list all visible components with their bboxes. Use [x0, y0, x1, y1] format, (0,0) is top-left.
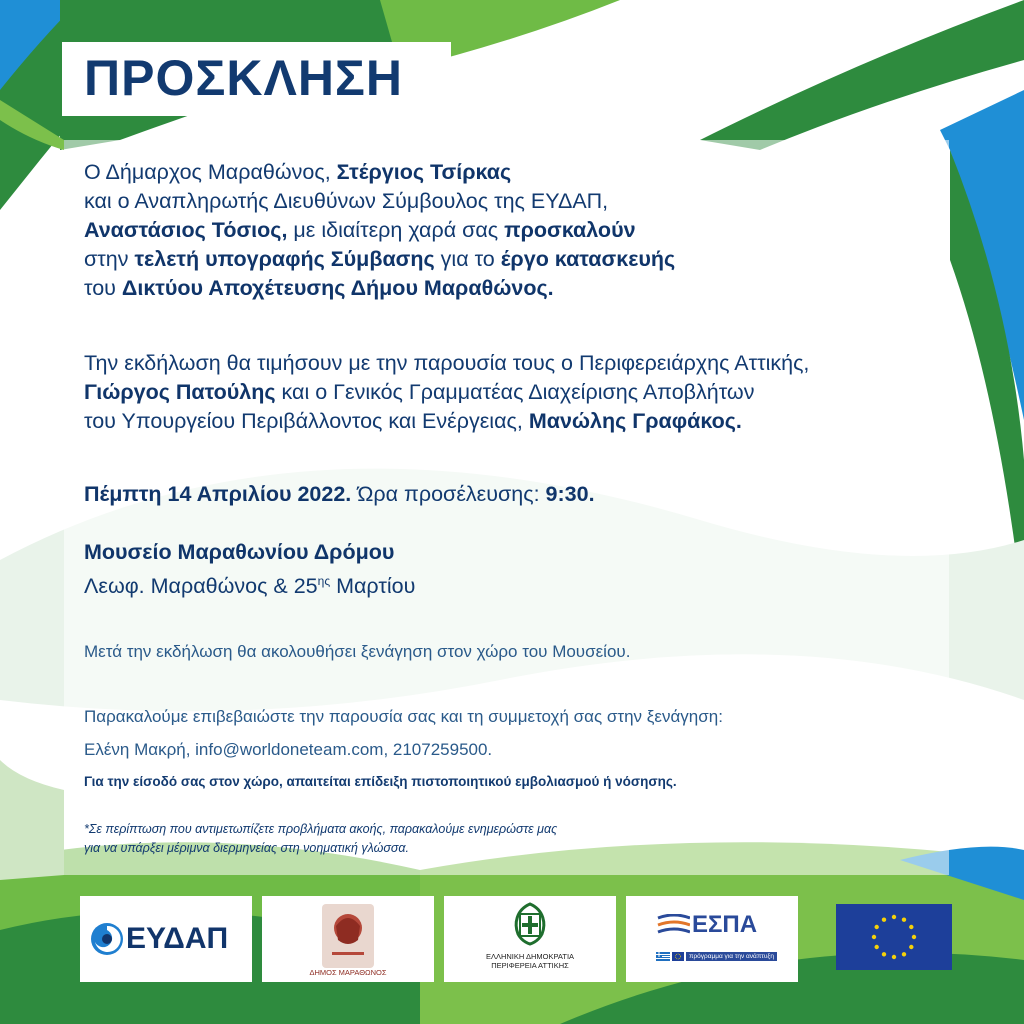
rsvp-contact[interactable]: Ελένη Μακρή, info@worldoneteam.com, 2107259500.	[84, 740, 493, 759]
venue-address: Λεωφ. Μαραθώνος & 25	[84, 574, 318, 599]
eu-flag-logo	[808, 896, 980, 982]
perifereia-attikis-logo	[444, 896, 616, 982]
espa-wordmark: ΕΣΠΑ	[692, 911, 758, 938]
mayor-name: Στέργιος Τσίρκας	[336, 160, 512, 184]
greece-caption-1: ΕΛΛΗΝΙΚΗ ΔΗΜΟΚΡΑΤΙΑ	[485, 952, 575, 961]
event-time: 9:30.	[545, 482, 595, 506]
espa-stripes-icon	[656, 914, 690, 940]
espa-tagline: πρόγραμμα για την ανάπτυξη	[686, 952, 777, 961]
hearing-note	[84, 820, 557, 858]
dimos-caption: ΔΗΜΟΣ ΜΑΡΑΘΩΝΟΣ	[309, 968, 387, 977]
project-name: Δικτύου Αποχέτευσης Δήμου Μαραθώνος.	[121, 276, 554, 300]
eydap-wordmark: ΕΥΔΑΠ	[126, 922, 229, 955]
date-line	[84, 480, 595, 509]
text-span: για να υπάρξει μέριμνα διερμηνείας στη νοηματική γλώσσα.	[84, 841, 410, 855]
eu-flag-small-icon	[672, 952, 684, 961]
governor-name: Γιώργος Πατούλης	[84, 380, 276, 404]
text-span: στην	[84, 247, 135, 271]
text-span: και ο Αναπληρωτής Διευθύνων Σύμβουλος της ΕΥΔΑΠ,	[84, 189, 609, 213]
ceremony-name: τελετή υπογραφής Σύμβασης	[134, 247, 435, 271]
text-span: *Σε περίπτωση που αντιμετωπίζετε προβλήματα ακοής, παρακαλούμε ενημερώστε μας	[84, 822, 558, 836]
text-span: και ο Γενικός Γραμματέας Διαχείρισης Αποβλήτων	[275, 380, 755, 404]
ordinal-suffix: ης	[317, 574, 331, 588]
invite-verb: προσκαλούν	[504, 218, 636, 242]
greek-flag-icon	[656, 952, 670, 961]
intro-paragraph	[84, 158, 675, 303]
text-span: Την εκδήλωση θα τιμήσουν με την παρουσία τους ο Περιφερειάρχης Αττικής,	[84, 351, 810, 375]
text-span: με ιδιαίτερη χαρά σας	[287, 218, 505, 242]
eydap-swirl-icon	[90, 922, 124, 956]
text-span: του	[84, 276, 122, 300]
vaccination-note: Για την είσοδό σας στον χώρο, απαιτείται επίδειξη πιστοποιητικού εμβολιασμού ή νόσησης.	[84, 774, 677, 789]
greek-emblem-icon	[510, 902, 550, 946]
dimos-marathonos-logo	[262, 896, 434, 982]
venue-address-end: Μαρτίου	[330, 574, 416, 599]
venue-name: Μουσείο Μαραθωνίου Δρόμου	[84, 540, 395, 564]
text-span: του Υπουργείου Περιβάλλοντος και Ενέργειας,	[84, 409, 529, 433]
rsvp-block	[84, 700, 723, 766]
tour-note: Μετά την εκδήλωση θα ακολουθήσει ξενάγηση στον χώρο του Μουσείου.	[84, 642, 631, 661]
secretary-name: Μανώλης Γραφάκος.	[528, 409, 742, 433]
event-date: Πέμπτη 14 Απριλίου 2022.	[84, 482, 352, 506]
espa-logo	[626, 896, 798, 982]
text-span: για το	[434, 247, 501, 271]
venue-block	[84, 538, 415, 601]
greece-caption-2: ΠΕΡΙΦΕΡΕΙΑ ΑΤΤΙΚΗΣ	[491, 961, 569, 970]
arrival-label: Ώρα προσέλευσης:	[351, 482, 546, 506]
page-title: ΠΡΟΣΚΛΗΣΗ	[84, 50, 404, 106]
eydap-logo	[80, 896, 252, 982]
project-label: έργο κατασκευής	[500, 247, 676, 271]
marathon-runner-emblem-icon	[322, 904, 374, 968]
guests-paragraph	[84, 349, 809, 436]
ceo-name: Αναστάσιος Τόσιος,	[84, 218, 288, 242]
rsvp-instruction: Παρακαλούμε επιβεβαιώστε την παρουσία σας και τη συμμετοχή σας στην ξενάγηση:	[84, 707, 723, 726]
eu-flag-icon	[836, 904, 952, 970]
text-span: Ο Δήμαρχος Μαραθώνος,	[84, 160, 337, 184]
